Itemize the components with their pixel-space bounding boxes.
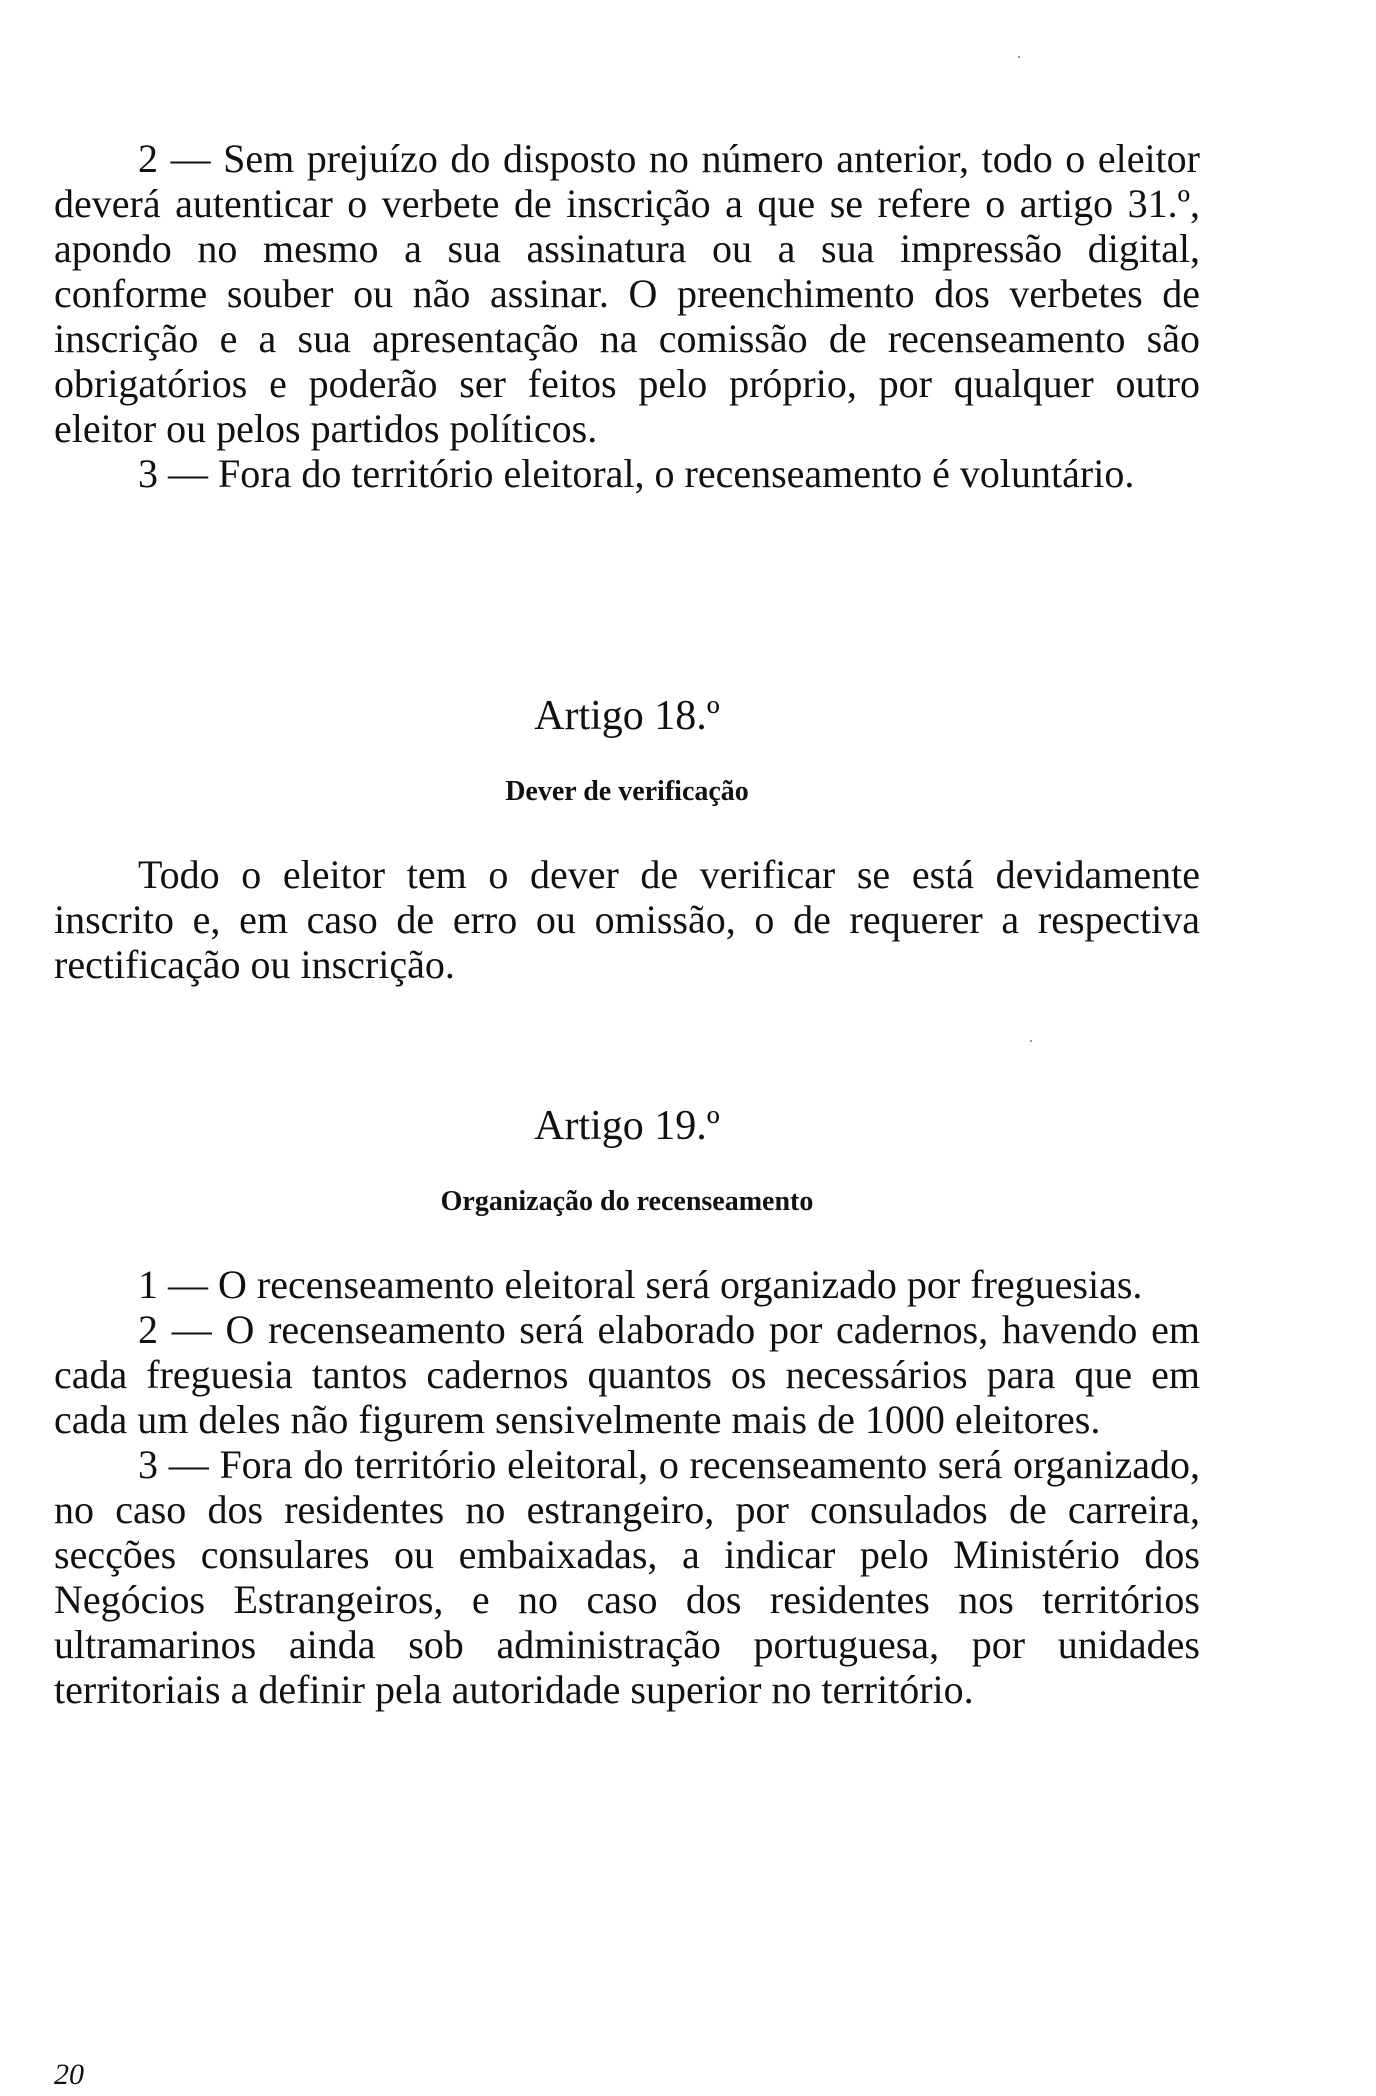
paragraph-19-2: 2 — O recenseamento será elaborado por cadernos, havendo em cada freguesia tantos cadernos quantos os necessários para que em cada um deles não figurem sensivelmente mais de 1000 eleitores. bbox=[54, 1307, 1200, 1442]
paragraph-17-3: 3 — Fora do território eleitoral, o recenseamento é voluntário. bbox=[138, 451, 1135, 496]
article-18-subtitle: Dever de verificação bbox=[505, 776, 749, 807]
page-number: 20 bbox=[54, 2058, 84, 2091]
paragraph-19-3: 3 — Fora do território eleitoral, o recenseamento será organizado, no caso dos residentes no estrangeiro, por consulados de carreira, secções consulares ou embaixadas, a indicar pelo Ministério dos Negócios Estrangeiros, e no caso dos residentes nos territórios ultramarinos ainda sob administração portuguesa, por unidades territoriais a definir pela autoridade superior no território. bbox=[54, 1442, 1200, 1712]
paragraph-19-1: 1 — O recenseamento eleitoral será organizado por freguesias. bbox=[138, 1262, 1143, 1307]
paragraph-17-2: 2 — Sem prejuízo do disposto no número anterior, todo o eleitor deverá autenticar o verbete de inscrição a que se refere o artigo 31.º, apondo no mesmo a sua assinatura ou a sua impressão digital, conforme souber ou não assinar. O preenchimento dos verbetes de inscrição e a sua apresentação na comissão de recenseamento são obrigatórios e poderão ser feitos pelo próprio, por qualquer outro eleitor ou pelos partidos políticos. bbox=[54, 136, 1200, 451]
article-18-body bbox=[54, 852, 1200, 987]
paragraph-18-1: Todo o eleitor tem o dever de verificar se está devidamente inscrito e, em caso de erro ou omissão, o de requerer a respectiva rectificação ou inscrição. bbox=[54, 852, 1200, 987]
article-19-subtitle: Organização do recenseamento bbox=[440, 1186, 814, 1217]
scan-speck bbox=[1018, 56, 1020, 58]
article-18-title: Artigo 18.º bbox=[534, 693, 720, 739]
article-19-title: Artigo 19.º bbox=[534, 1103, 720, 1149]
article-19-body bbox=[54, 1262, 1200, 1712]
article-17-continuation bbox=[54, 136, 1200, 496]
scan-speck bbox=[1030, 1040, 1032, 1042]
